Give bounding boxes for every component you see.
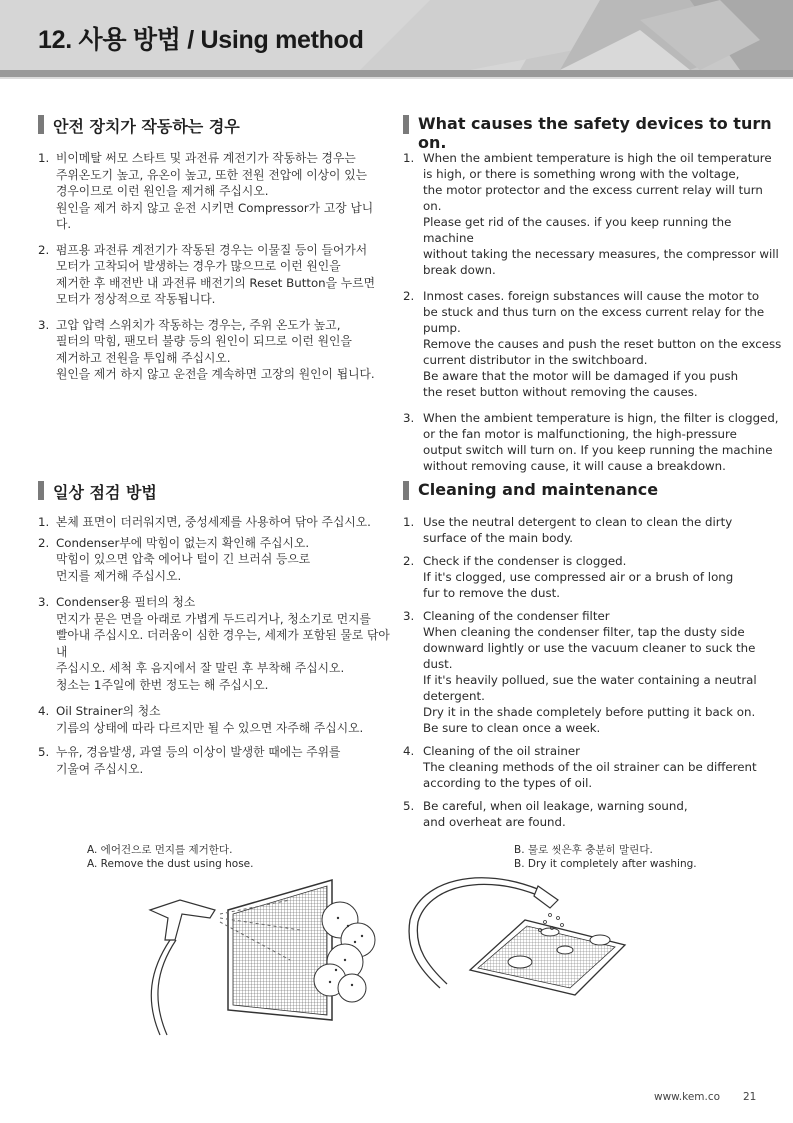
item-text: Use the neutral detergent to clean to clean the dirty surface of the main body.	[423, 515, 733, 545]
item-text: 비이메탈 써모 스타트 및 과전류 계전기가 작동하는 경우는 주위온도기 높고, 유온이 높고, 또한 전원 전압에 이상이 있는 경우이므로 이런 원인을 제거해 주십시오. 원인을 제거 하지 않고 운전 시키면 Compressor가 고장 납니다.	[56, 151, 374, 231]
item-text: Inmost cases. foreign substances will cause the motor to be stuck and thus turn on the excess current relay for the pump. Remove the causes and push the reset button on the excess current distributor in the switchboard. Be aware that the motor will be damaged if you push the reset button without removing the causes.	[423, 289, 782, 399]
item-text: Condenser용 필터의 청소 먼지가 묻은 면을 아래로 가볍게 두드리거나, 청소기로 먼지를 빨아내 주십시오. 더러움이 심한 경우는, 세제가 포함된 물로 닦아내 주십시오. 세척 후 음지에서 잘 말린 후 부착해 주십시오. 청소는 1주일에 한번 정도는 해 주십시오.	[56, 595, 390, 692]
cleaning-heading-en: Cleaning and maintenance	[403, 480, 658, 499]
item-text: 누유, 경음발생, 과열 등의 이상이 발생한 때에는 주위를 기울여 주십시오.	[56, 745, 341, 776]
list-item	[38, 150, 388, 233]
list-item	[38, 744, 398, 777]
list-item	[38, 514, 398, 531]
item-text: Cleaning of the condenser filter When cleaning the condenser filter, tap the dusty side downward lightly or use the vacuum cleaner to suck the dust. If it's heavily pollued, sue the water containing a neutral detergent. Dry it in the shade completely before putting it back on. Be sure to clean once a week.	[423, 609, 757, 735]
item-number: 3.	[38, 317, 50, 332]
illustration-a-label: A. 에어건으로 먼지를 제거한다. A. Remove the dust using hose.	[87, 844, 254, 870]
item-number: 3.	[403, 609, 415, 623]
safety-heading-ko: 안전 장치가 작동하는 경우	[38, 114, 240, 137]
item-number: 1.	[38, 515, 50, 529]
item-number: 2.	[38, 242, 50, 257]
item-text: Oil Strainer의 청소 기름의 상태에 따라 다르지만 될 수 있으면 자주해 주십시오.	[56, 704, 364, 735]
item-number: 5.	[38, 745, 50, 759]
item-number: 5.	[403, 799, 415, 813]
footer-url: www.kem.co	[654, 1091, 721, 1103]
list-item	[38, 594, 398, 693]
item-text: Check if the condenser is clogged. If it's clogged, use compressed air or a brush of long fur to remove the dust.	[423, 554, 734, 600]
list-item	[403, 608, 788, 736]
safety-list-en	[403, 150, 783, 481]
list-item	[38, 317, 388, 383]
item-text: When the ambient temperature is hign, the filter is clogged, or the fan motor is malfunctioning, the high-pressure output switch will turn on. If you keep running the machine without removing cause, it will cause a breakdown.	[423, 411, 779, 473]
safety-heading-en: What causes the safety devices to turn on.	[403, 114, 793, 152]
item-number: 4.	[38, 704, 50, 718]
item-text: When the ambient temperature is high the oil temperature is high, or there is something wrong with the voltage, the motor protector and the excess current relay will turn on. Please get rid of the causes. if you keep running the machine without taking the necessary measures, the compressor will break down.	[423, 151, 779, 277]
item-number: 1.	[403, 515, 415, 529]
cleaning-heading-ko: 일상 점검 방법	[38, 480, 157, 503]
list-item	[403, 743, 788, 791]
list-item	[403, 553, 788, 601]
item-number: 3.	[38, 595, 50, 609]
item-number: 3.	[403, 411, 415, 425]
item-text: Cleaning of the oil strainer The cleaning methods of the oil strainer can be different according to the types of oil.	[423, 744, 757, 790]
list-item	[38, 535, 398, 585]
safety-list-ko	[38, 150, 388, 390]
list-item	[38, 703, 398, 736]
cleaning-list-en	[403, 514, 788, 837]
washing-illustration	[400, 870, 630, 1000]
list-item	[403, 798, 788, 830]
list-item	[38, 242, 388, 308]
list-item	[403, 150, 783, 278]
cleaning-list-ko	[38, 514, 398, 784]
item-text: 고압 압력 스위치가 작동하는 경우는, 주위 온도가 높고, 필터의 막힘, 팬모터 불량 등의 원인이 되므로 이런 원인을 제거하고 전원을 투입해 주십시오. 원인을 제거 하지 않고 운전을 계속하면 고장의 원인이 됩니다.	[56, 317, 375, 381]
list-item	[403, 514, 788, 546]
item-number: 2.	[403, 289, 415, 303]
air-gun-illustration	[140, 870, 400, 1040]
item-number: 2.	[403, 554, 415, 568]
item-text: Be careful, when oil leakage, warning sound, and overheat are found.	[423, 799, 688, 829]
page-title: 12. 사용 방법 / Using method	[38, 26, 364, 54]
page-number: 21	[743, 1091, 757, 1103]
list-item	[403, 288, 783, 400]
item-text: 펌프용 과전류 계전기가 작동된 경우는 이물질 등이 들어가서 모터가 고착되어 발생하는 경우가 많으므로 이런 원인을 제거한 후 배전반 내 과전류 배전기의 Reset Button을 누르면 모터가 정상적으로 작동됩니다.	[56, 242, 375, 306]
item-text: 본체 표면이 더러워지면, 중성세제를 사용하여 닦아 주십시오.	[56, 515, 371, 529]
item-number: 4.	[403, 744, 415, 758]
item-number: 1.	[38, 151, 50, 165]
header-band	[0, 0, 793, 82]
illustration-b-label: B. 물로 씻은후 충분히 말린다. B. Dry it completely after washing.	[514, 844, 697, 870]
item-number: 2.	[38, 535, 50, 550]
list-item	[403, 410, 783, 474]
item-number: 1.	[403, 151, 415, 165]
item-text: Condenser부에 막힘이 없는지 확인해 주십시오. 막힘이 있으면 압축 에어나 털이 긴 브러쉬 등으로 먼지를 제거해 주십시오.	[56, 535, 311, 583]
